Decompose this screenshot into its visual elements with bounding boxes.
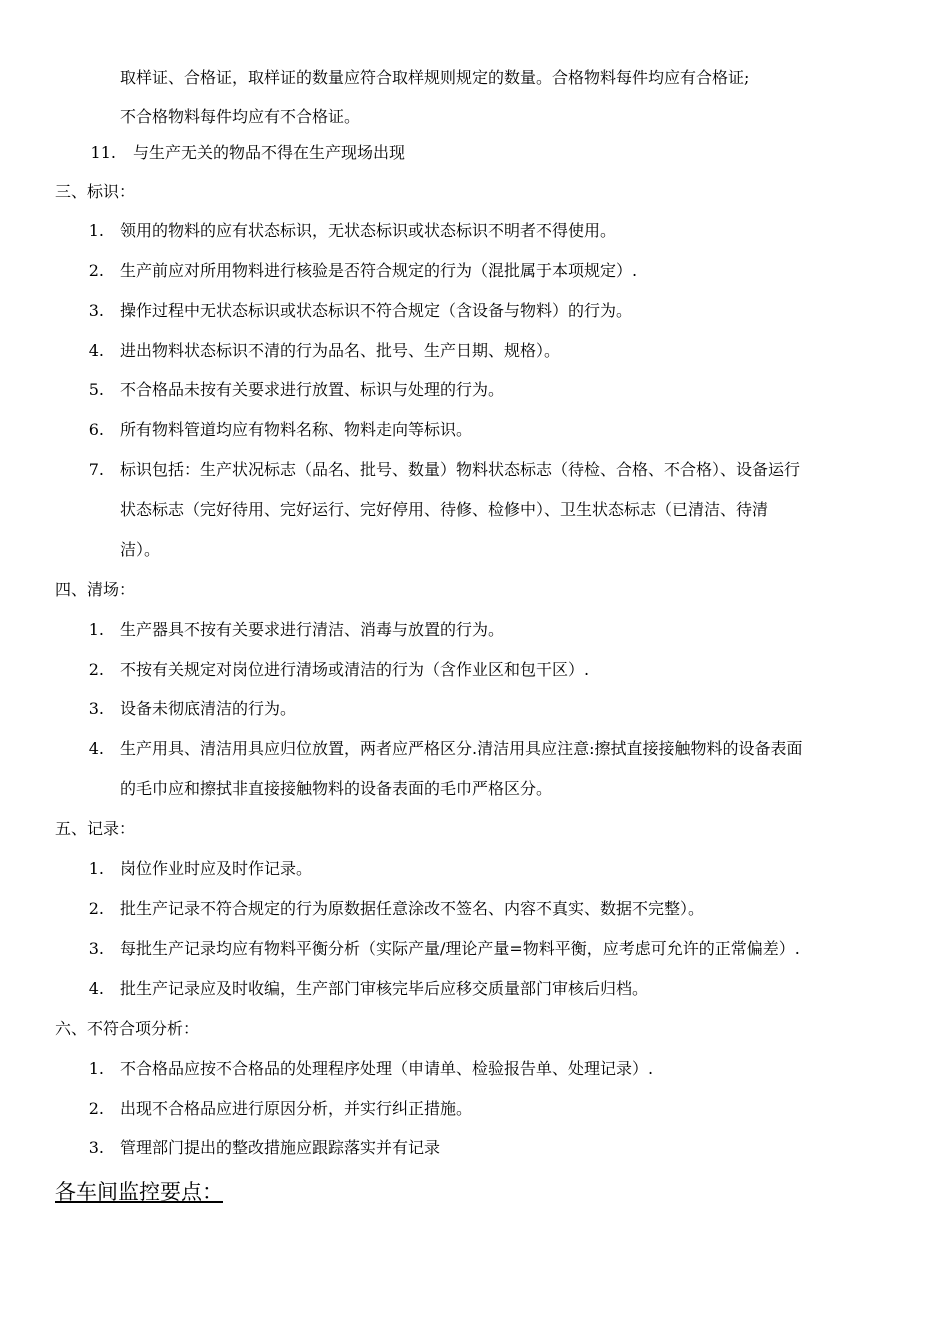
item-text: 不按有关规定对岗位进行清场或清洁的行为（含作业区和包干区）. [120, 660, 590, 679]
item-number: 4. [88, 739, 104, 758]
item-number: 1. [88, 1059, 104, 1078]
item-number: 3. [88, 699, 104, 718]
item-text: 与生产无关的物品不得在生产现场出现 [133, 143, 406, 162]
item-text: 生产器具不按有关要求进行清洁、消毒与放置的行为。 [120, 620, 505, 639]
item-number: 4. [88, 341, 104, 360]
item-text: 生产前应对所用物料进行核验是否符合规定的行为（混批属于本项规定）. [120, 261, 638, 280]
item-number: 1. [88, 221, 104, 240]
intro-line-2: 不合格物料每件均应有不合格证。 [120, 107, 361, 126]
workshop-monitoring-heading: 各车间监控要点： [55, 1180, 223, 1204]
item-text: 出现不合格品应进行原因分析，并实行纠正措施。 [120, 1099, 473, 1118]
item-number: 1. [88, 620, 104, 639]
item-text: 批生产记录不符合规定的行为原数据任意涂改不签名、内容不真实、数据不完整）。 [120, 899, 705, 918]
item-text: 批生产记录应及时收编，生产部门审核完毕后应移交质量部门审核后归档。 [120, 979, 649, 998]
item-text: 状态标志（完好待用、完好运行、完好停用、待修、检修中）、卫生状态标志（已清洁、待清 [120, 500, 769, 519]
intro-line-1: 取样证、合格证，取样证的数量应符合取样规则规定的数量。合格物料每件均应有合格证; [120, 68, 750, 87]
item-number: 7. [88, 460, 104, 479]
item-text: 不合格品应按不合格品的处理程序处理（申请单、检验报告单、处理记录）. [120, 1059, 654, 1078]
item-number: 1. [88, 859, 104, 878]
item-number: 3. [88, 939, 104, 958]
item-number: 4. [88, 979, 104, 998]
item-text: 的毛巾应和擦拭非直接接触物料的设备表面的毛巾严格区分。 [120, 779, 553, 798]
section-title-labels: 三、标识： [55, 182, 136, 201]
item-number: 2. [88, 660, 104, 679]
item-number: 2. [88, 1099, 104, 1118]
item-text: 每批生产记录均应有物料平衡分析（实际产量/理论产量=物料平衡，应考虑可允许的正常偏差）. [120, 939, 800, 958]
item-number: 6. [88, 420, 104, 439]
item-text: 生产用具、清洁用具应归位放置，两者应严格区分.清洁用具应注意:擦拭直接接触物料的设备表面 [120, 739, 803, 758]
item-number: 3. [88, 301, 104, 320]
item-text: 操作过程中无状态标识或状态标识不符合规定（含设备与物料）的行为。 [120, 301, 633, 320]
section-title-nonconformance: 六、不符合项分析： [55, 1019, 200, 1038]
item-number: 11. [90, 143, 116, 162]
item-text: 领用的物料的应有状态标识，无状态标识或状态标识不明者不得使用。 [120, 221, 617, 240]
item-text: 管理部门提出的整改措施应跟踪落实并有记录 [120, 1138, 441, 1157]
item-text: 设备未彻底清洁的行为。 [120, 699, 297, 718]
item-text: 所有物料管道均应有物料名称、物料走向等标识。 [120, 420, 473, 439]
item-text: 洁）。 [120, 540, 161, 559]
section-title-records: 五、记录： [55, 819, 136, 838]
section-title-clearance: 四、清场： [55, 580, 136, 599]
item-number: 5. [88, 380, 104, 399]
item-text: 不合格品未按有关要求进行放置、标识与处理的行为。 [120, 380, 505, 399]
item-number: 2. [88, 899, 104, 918]
item-text: 岗位作业时应及时作记录。 [120, 859, 313, 878]
item-number: 2. [88, 261, 104, 280]
item-number: 3. [88, 1138, 104, 1157]
item-text: 进出物料状态标识不清的行为品名、批号、生产日期、规格）。 [120, 341, 561, 360]
item-text: 标识包括：生产状况标志（品名、批号、数量）物料状态标志（待检、合格、不合格）、设备运行 [120, 460, 801, 479]
